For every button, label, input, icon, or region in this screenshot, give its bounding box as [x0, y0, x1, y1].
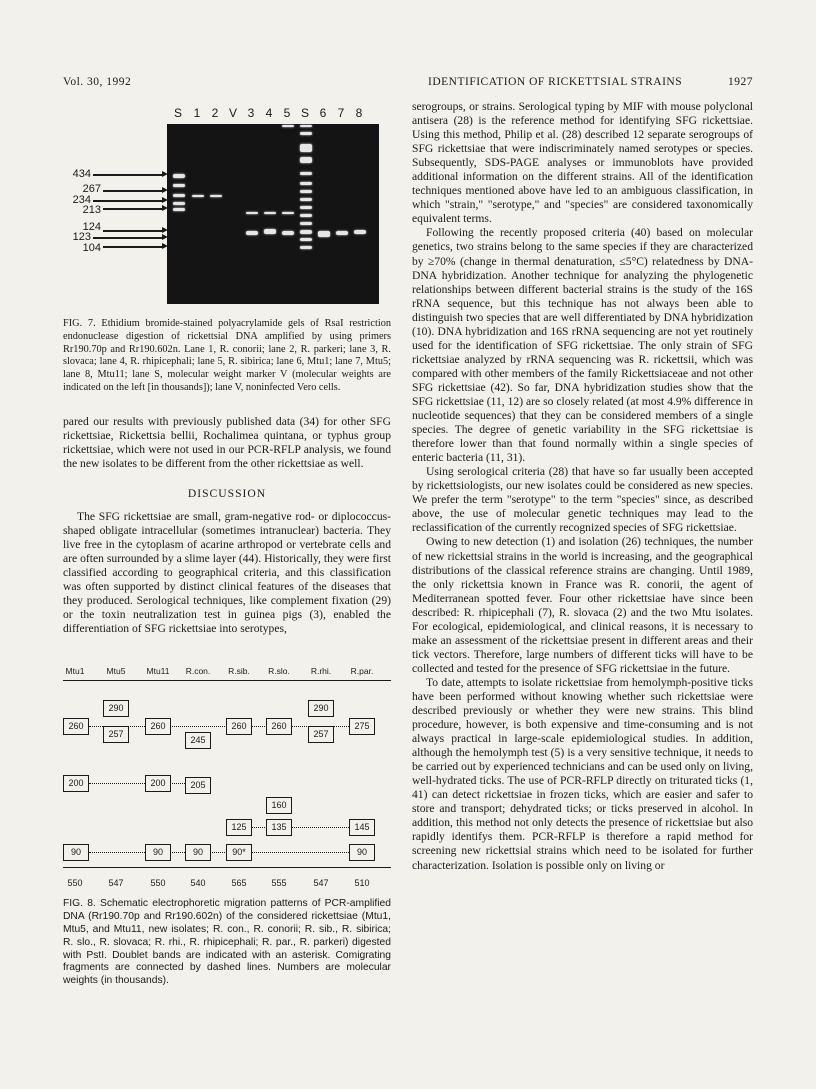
volume-label: Vol. 30, 1992 [63, 76, 132, 88]
body-paragraph: Using serological criteria (28) that have so far usually been accepted by rickettsiologists, our new isolates could be considered as new species. We prefer the term "serotype" to the term "species" since, as described above, the use of molecular genetic techniques may lead to the reclassification of the currently recognized species of SFG rickettsiae. [412, 465, 753, 535]
lane-label: 4 [265, 106, 273, 120]
band-box: 135 [266, 819, 292, 836]
gel-image [167, 124, 379, 304]
gel-band [282, 231, 294, 235]
total-mw: 510 [354, 878, 370, 889]
gel-band [300, 214, 312, 217]
strain-header: R.rhi. [310, 666, 332, 677]
mw-label: 124 [82, 221, 101, 233]
strain-header: R.con. [185, 666, 211, 677]
gel-band [300, 198, 312, 201]
article-short-title: IDENTIFICATION OF RICKETTSIAL STRAINS [428, 76, 683, 88]
gel-band [318, 231, 330, 237]
band-box: 90 [185, 844, 211, 861]
gel-band [300, 172, 312, 175]
band-box: 257 [103, 726, 129, 743]
right-column [412, 100, 753, 873]
gel-band [173, 174, 185, 178]
body-paragraph: pared our results with previously published data (34) for other SFG rickettsiae, Rickettsia bellii, Rochalimea quintana, or typhus group rickettsiae, which were not used in our PCR-RFLP analysis, we found the new isolates to be different from the other rickettsiae as well. [63, 414, 391, 470]
band-box: 260 [266, 718, 292, 735]
total-mw: 547 [108, 878, 124, 889]
gel-band [210, 195, 222, 197]
band-box: 275 [349, 718, 375, 735]
gel-band [300, 246, 312, 249]
band-box: 257 [308, 726, 334, 743]
lane-label: V [228, 106, 237, 120]
mw-label: 434 [72, 168, 91, 180]
gel-band [300, 206, 312, 209]
figure-7-gel [63, 100, 391, 308]
page-number: 1927 [728, 76, 753, 88]
left-column [63, 100, 391, 987]
gel-band [173, 208, 185, 211]
band-box: 145 [349, 819, 375, 836]
running-head [63, 76, 753, 90]
gel-band [300, 132, 312, 135]
figure-7-caption: FIG. 7. Ethidium bromide-stained polyacrylamide gels of RsaI restriction endonuclease digestion of rickettsial DNA amplified by using primers Rr190.70p and Rr190.602n. Lane 1, R. conorii; lane 2, R. parkeri; lane 3, R. slovaca; lane 4, R. rhipicephali; lane 5, R. sibirica; lane 6, Mtu1; lane 7, Mtu5; lane 8, Mtu11; lane S, molecular weight marker V (molecular weights are indicated on the left [in thousands]); lane V, noninfected Vero cells. [63, 318, 391, 393]
gel-band [300, 238, 312, 241]
band-box: 200 [145, 775, 171, 792]
marker-arrow [93, 174, 163, 176]
mw-label: 267 [82, 183, 101, 195]
comigration-line [89, 852, 349, 853]
strain-header: R.par. [350, 666, 374, 677]
gel-band [300, 222, 312, 225]
body-paragraph: Owing to new detection (1) and isolation (26) techniques, the number of new rickettsial strains in the world is increasing, and the geographical distributions of the classical reference strains are changing. Until 1989, the only rickettsia known in France was R. conorii, the agent of Mediterranean spotted fever. Four other rickettsiae have since been described: R. rhipicephali (7), R. slovaca (2) and the two Mtu isolates. For ecological, epidemiological, and clinical reasons, it is necessary to make an assessment of the rickettsiae present in different areas and their tick vectors. Therefore, large numbers of different ticks will have to be collected and tested for the presence of SFG rickettsiae in the future. [412, 535, 753, 675]
gel-band [173, 184, 185, 187]
strain-header: Mtu5 [106, 666, 126, 677]
marker-arrow [103, 230, 163, 232]
marker-arrow [103, 190, 163, 192]
lane-label: 7 [337, 106, 345, 120]
gel-band [264, 229, 276, 234]
gel-band [300, 144, 312, 152]
mw-label: 123 [72, 231, 91, 243]
body-paragraph: serogroups, or strains. Serological typing by MIF with mouse polyclonal antisera (28) is the reference method for identifying SFG rickettsiae. Using this method, Philip et al. (28) described 12 separate serogroups of SFG rickettsiae that were indiscriminately named serotypes or species. Subsequently, SDS-PAGE analyses or immunoblots have provided additional information on the different strains. All of the identification techniques mentioned above have led to an ambiguous classification, in which "strain," "serotype," and "species" are considered taxonomically equivalent terms. [412, 100, 753, 226]
gel-band [300, 125, 312, 127]
lane-label: S [300, 106, 309, 120]
gel-band [354, 230, 366, 234]
gel-band [300, 182, 312, 185]
mw-label: 104 [82, 242, 101, 254]
strain-header: Mtu11 [146, 666, 170, 677]
total-mw: 565 [231, 878, 247, 889]
lane-label: 6 [319, 106, 327, 120]
lane-label: 2 [211, 106, 219, 120]
body-paragraph: The SFG rickettsiae are small, gram-negative rod- or diplococcus-shaped obligate intracellular (sometimes intranuclear) bacteria. They live free in the cytoplasm of acarine arthropod or vertebrate cells and are often surrounded by a slime layer (44). Historically, they were first classified according to geographical criteria, and this classification was often supported by distinct clinical features of the diseases that they produced. Serological techniques, like complement fixation (29) or the toxin neutralization test in guinea pigs (3), enabled the differentiation of SFG rickettsiae into serotypes, [63, 509, 391, 636]
gel-band [173, 194, 185, 197]
lane-label: S [173, 106, 182, 120]
section-heading-discussion: DISCUSSION [187, 486, 267, 500]
strain-header: R.sib. [228, 666, 250, 677]
figure-8-caption: FIG. 8. Schematic electrophoretic migration patterns of PCR-amplified DNA (Rr190.70p and Rr190.602n) of the considered rickettsiae (Mtu1, Mtu5, and Mtu11, new isolates; R. con., R. conorii; R. sib., R. sibirica; R. slo., R. slovaca; R. rhi., R. rhipicephali; R. par., R. parkeri) digested with PstI. Doublet bands are indicated with an asterisk. Comigrating fragments are connected by dashed lines. Numbers are molecular weights (in thousands). [63, 898, 391, 987]
mw-label: 213 [82, 204, 101, 216]
band-box: 125 [226, 819, 252, 836]
lane-label: 3 [247, 106, 255, 120]
gel-lane-labels [167, 106, 397, 120]
band-box: 245 [185, 732, 211, 749]
strain-header: R.slo. [268, 666, 290, 677]
band-box: 90 [349, 844, 375, 861]
gel-band [300, 230, 312, 234]
band-box: 260 [145, 718, 171, 735]
band-box: 90* [226, 844, 252, 861]
lane-label: 8 [355, 106, 363, 120]
total-mw: 555 [271, 878, 287, 889]
table-rule [63, 680, 391, 681]
gel-band [282, 212, 294, 214]
band-box: 290 [103, 700, 129, 717]
gel-band [246, 212, 258, 214]
band-box: 200 [63, 775, 89, 792]
band-box: 90 [63, 844, 89, 861]
figure-8-schematic [63, 666, 391, 987]
total-mw: 540 [190, 878, 206, 889]
gel-band [336, 231, 348, 235]
band-box: 290 [308, 700, 334, 717]
marker-arrow [103, 208, 163, 210]
gel-band [300, 190, 312, 193]
gel-band [246, 231, 258, 235]
gel-band [300, 157, 312, 163]
marker-arrow [103, 246, 163, 248]
total-mw: 547 [313, 878, 329, 889]
gel-band [192, 195, 204, 197]
body-paragraph: To date, attempts to isolate rickettsiae from hemolymph-positive ticks have been performed without knowing whether such rickettsiae were described previously or whether they were new strains. This blind procedure, however, is both expensive and time-consuming and is not always practical in large-scale epidemiological studies. In addition, although the hemolymph test (5) is a very sensitive technique, it needs to be carried out by experienced technicians and can be used only on living, well-hydrated ticks. The use of PCR-RFLP directly on triturated ticks (1, 41) can detect rickettsiae in frozen ticks, which are easier and safer to store and transport; dehydrated ticks; or ticks preserved in alcohol. In addition, this method not only detects the presence of rickettsiae but also rapidly identifys them. PCR-RFLP is therefore a rapid method for screening new rickettsial strains which need to be isolated for further characterization. Isolation is possible only on living or [412, 675, 753, 872]
total-mw: 550 [150, 878, 166, 889]
band-box: 260 [63, 718, 89, 735]
band-box: 160 [266, 797, 292, 814]
lane-label: 5 [283, 106, 291, 120]
gel-band [173, 202, 185, 205]
marker-arrow [93, 237, 163, 239]
total-mw: 550 [67, 878, 83, 889]
band-box: 205 [185, 777, 211, 794]
mw-label: 234 [72, 194, 91, 206]
table-rule [63, 867, 391, 868]
body-paragraph: Following the recently proposed criteria (40) based on molecular genetics, two strains belong to the same species if they are characterized by ≥70% (change in thermal denaturation, ≤5°C) relatedness by DNA-DNA hybridization. Another technique for analyzing the phylogenetic relationships between different bacterial strains is the study of the 16S rRNA sequence, but this technique has not always been able to distinguish two species that are well differentiated by DNA hybridization (10). DNA hybridization and 16S rRNA sequencing are not yet routinely used for the identification of SFG rickettsiae. The only strain of SFG rickettsiae analyzed by rRNA sequencing was R. rickettsii, which was compared with other members of the family Rickettsiaceae and not other SFG rickettsiae (42). So far, DNA hybridization studies show that the SFG rickettsiae (11, 12) are so closely related (at most 4.9% difference in nucleotide sequences) that they can be considered members of a single species. The degree of genetic variability in the SFG rickettsiae is therefore lower than that found normally within a single species of enteric bacteria (11, 31). [412, 226, 753, 465]
band-box: 90 [145, 844, 171, 861]
gel-band [282, 125, 294, 127]
strain-header: Mtu1 [65, 666, 85, 677]
marker-arrow [93, 200, 163, 202]
lane-label: 1 [193, 106, 201, 120]
gel-band [264, 212, 276, 214]
band-box: 260 [226, 718, 252, 735]
